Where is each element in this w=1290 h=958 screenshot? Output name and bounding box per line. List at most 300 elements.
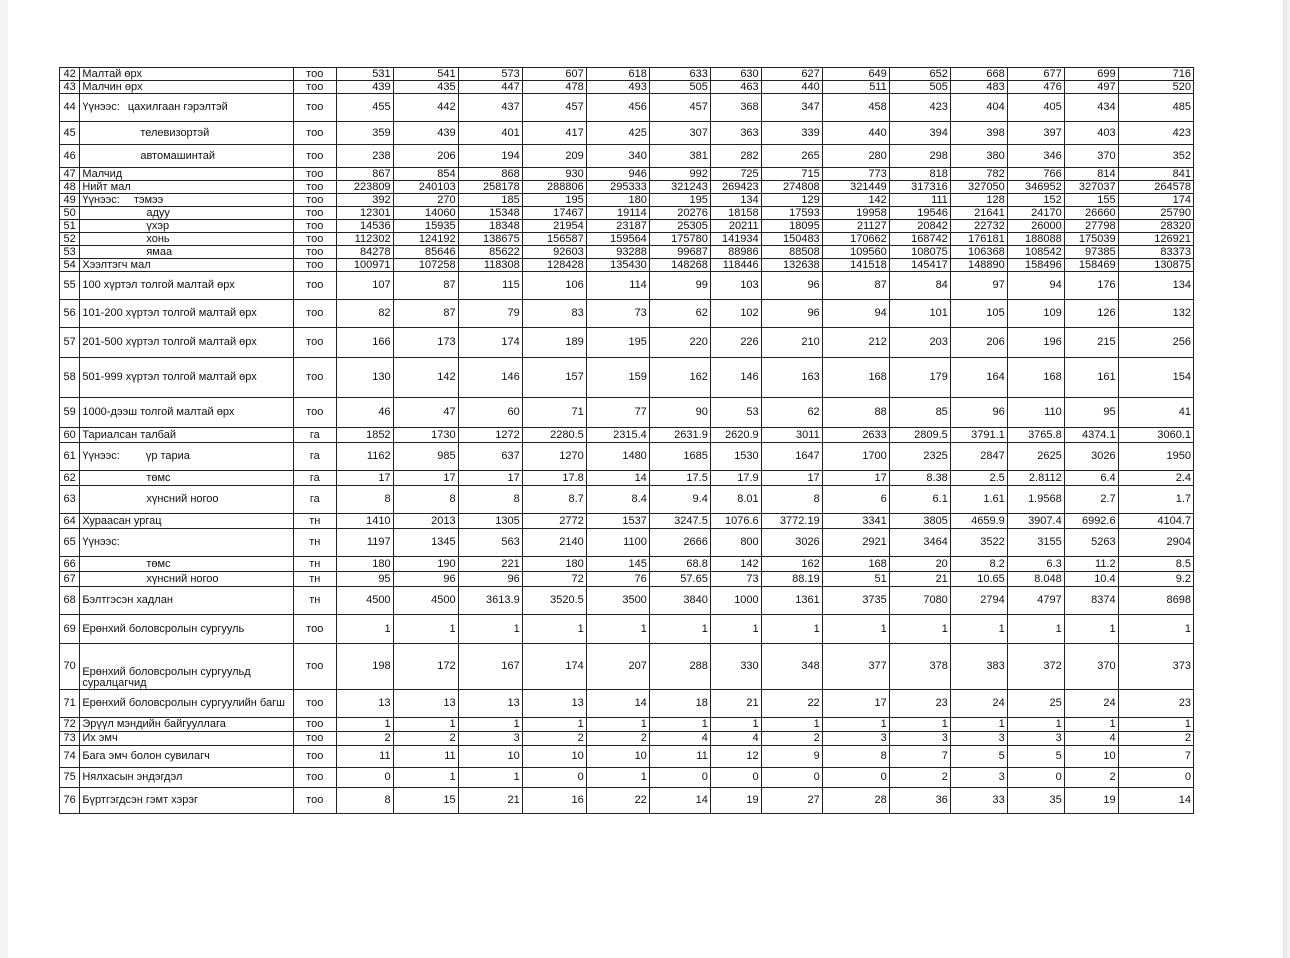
value-cell: 652 [889, 68, 950, 81]
value-cell: 1537 [586, 514, 649, 529]
value-cell: 359 [336, 122, 393, 145]
value-cell: 8 [336, 788, 393, 814]
value-cell: 2 [522, 732, 586, 746]
value-cell: 1 [761, 615, 822, 644]
value-cell: 1 [393, 718, 458, 732]
value-cell: 88 [822, 398, 889, 428]
value-cell: 72 [522, 572, 586, 587]
value-cell: 194 [458, 145, 522, 168]
unit-cell: тоо [293, 246, 336, 259]
value-cell: 85622 [458, 246, 522, 259]
unit-cell: га [293, 428, 336, 443]
indicator-label: Хээлтэгч мал [82, 258, 151, 271]
value-cell: 179 [889, 358, 950, 398]
value-cell: 397 [1007, 122, 1064, 145]
value-cell: 221 [458, 557, 522, 572]
value-cell: 946 [586, 168, 649, 181]
value-cell: 209 [522, 145, 586, 168]
table-row [60, 122, 1194, 145]
value-cell: 563 [458, 529, 522, 557]
value-cell: 298 [889, 145, 950, 168]
value-cell: 108075 [889, 246, 950, 259]
indicator-label: 100 хүртэл толгой малтай өрх [82, 279, 235, 291]
value-cell: 118308 [458, 259, 522, 272]
value-cell: 21 [710, 690, 761, 718]
value-cell: 141518 [822, 259, 889, 272]
value-cell: 11 [336, 746, 393, 768]
row-number: 69 [60, 615, 80, 644]
value-cell: 99 [649, 272, 710, 300]
value-cell: 20211 [710, 220, 761, 233]
value-cell: 190 [393, 557, 458, 572]
value-cell: 15348 [458, 207, 522, 220]
indicator-name [80, 746, 294, 768]
value-cell: 330 [710, 644, 761, 690]
value-cell: 404 [950, 94, 1007, 122]
value-cell: 11 [393, 746, 458, 768]
value-cell: 23187 [586, 220, 649, 233]
value-cell: 106368 [950, 246, 1007, 259]
value-cell: 3735 [822, 587, 889, 615]
indicator-name [80, 644, 294, 690]
value-cell: 3464 [889, 529, 950, 557]
value-cell: 18158 [710, 207, 761, 220]
value-cell: 94 [1007, 272, 1064, 300]
indicator-name [80, 428, 294, 443]
value-cell: 141934 [710, 233, 761, 246]
value-cell: 19546 [889, 207, 950, 220]
value-cell: 146 [710, 358, 761, 398]
indicator-label: Хураасан ургац [82, 514, 162, 527]
value-cell: 20 [889, 557, 950, 572]
row-number: 50 [60, 207, 80, 220]
unit-cell: тоо [293, 94, 336, 122]
indicator-label: хүнсний ногоо [146, 572, 219, 585]
value-cell: 110 [1007, 398, 1064, 428]
value-cell: 174 [522, 644, 586, 690]
unit-cell: тоо [293, 358, 336, 398]
value-cell: 2.8112 [1007, 471, 1064, 486]
value-cell: 1 [649, 615, 710, 644]
value-cell: 87 [822, 272, 889, 300]
indicator-label: Малчин өрх [82, 80, 143, 93]
indicator-label: Тариалсан талбай [82, 428, 176, 441]
value-cell: 27 [761, 788, 822, 814]
indicator-label: 501-999 хүртэл толгой малтай өрх [82, 371, 257, 383]
value-cell: 437 [458, 94, 522, 122]
value-cell: 206 [393, 145, 458, 168]
indicator-name [80, 788, 294, 814]
value-cell: 128428 [522, 259, 586, 272]
value-cell: 175780 [649, 233, 710, 246]
value-cell: 1 [889, 718, 950, 732]
value-cell: 930 [522, 168, 586, 181]
value-cell: 17467 [522, 207, 586, 220]
value-cell: 163 [761, 358, 822, 398]
table-row [60, 690, 1194, 718]
value-cell: 716 [1118, 68, 1193, 81]
value-cell: 95 [336, 572, 393, 587]
value-cell: 21 [889, 572, 950, 587]
value-cell: 3060.1 [1118, 428, 1193, 443]
value-cell: 417 [522, 122, 586, 145]
value-cell: 321243 [649, 181, 710, 194]
table-body [60, 68, 1194, 814]
indicator-name [80, 81, 294, 94]
value-cell: 83 [522, 300, 586, 328]
value-cell: 841 [1118, 168, 1193, 181]
value-cell: 288 [649, 644, 710, 690]
value-cell: 156587 [522, 233, 586, 246]
value-cell: 1 [586, 768, 649, 788]
unit-cell: тоо [293, 768, 336, 788]
value-cell: 0 [710, 768, 761, 788]
value-cell: 172 [393, 644, 458, 690]
value-cell: 17 [822, 471, 889, 486]
value-cell: 226 [710, 328, 761, 358]
table-row [60, 68, 1194, 81]
value-cell: 3 [822, 732, 889, 746]
value-cell: 87 [393, 272, 458, 300]
value-cell: 7 [889, 746, 950, 768]
value-cell: 240103 [393, 181, 458, 194]
row-number: 42 [60, 68, 80, 81]
unit-cell: тоо [293, 81, 336, 94]
unit-cell: тоо [293, 233, 336, 246]
value-cell: 9 [761, 746, 822, 768]
value-cell: 370 [1064, 145, 1118, 168]
value-cell: 265 [761, 145, 822, 168]
unit-cell: тн [293, 572, 336, 587]
indicator-name [80, 471, 294, 486]
value-cell: 867 [336, 168, 393, 181]
unit-cell: тн [293, 557, 336, 572]
value-cell: 8.048 [1007, 572, 1064, 587]
indicator-sublabel: тэмээ [133, 193, 164, 206]
indicator-label: 201-500 хүртэл толгой малтай өрх [82, 336, 257, 348]
value-cell: 630 [710, 68, 761, 81]
value-cell: 24 [1064, 690, 1118, 718]
value-cell: 129 [761, 194, 822, 207]
value-cell: 8 [761, 486, 822, 514]
value-cell: 2794 [950, 587, 1007, 615]
row-number: 56 [60, 300, 80, 328]
value-cell: 0 [649, 768, 710, 788]
value-cell: 73 [710, 572, 761, 587]
value-cell: 92603 [522, 246, 586, 259]
value-cell: 99687 [649, 246, 710, 259]
value-cell: 84278 [336, 246, 393, 259]
value-cell: 1 [822, 718, 889, 732]
value-cell: 157 [522, 358, 586, 398]
value-cell: 2.5 [950, 471, 1007, 486]
unit-cell: тоо [293, 207, 336, 220]
value-cell: 20276 [649, 207, 710, 220]
indicator-label: адуу [146, 206, 170, 219]
value-cell: 425 [586, 122, 649, 145]
indicator-label: Малтай өрх [82, 67, 142, 80]
row-number: 47 [60, 168, 80, 181]
value-cell: 3500 [586, 587, 649, 615]
value-cell: 17 [458, 471, 522, 486]
value-cell: 27798 [1064, 220, 1118, 233]
value-cell: 3026 [761, 529, 822, 557]
value-cell: 8374 [1064, 587, 1118, 615]
indicator-name [80, 587, 294, 615]
value-cell: 51 [822, 572, 889, 587]
value-cell: 1730 [393, 428, 458, 443]
value-cell: 223809 [336, 181, 393, 194]
value-cell: 392 [336, 194, 393, 207]
value-cell: 2.4 [1118, 471, 1193, 486]
value-cell: 18348 [458, 220, 522, 233]
table-row [60, 529, 1194, 557]
value-cell: 1 [522, 718, 586, 732]
value-cell: 1 [586, 718, 649, 732]
value-cell: 668 [950, 68, 1007, 81]
value-cell: 195 [586, 328, 649, 358]
value-cell: 633 [649, 68, 710, 81]
value-cell: 13 [458, 690, 522, 718]
value-cell: 11.2 [1064, 557, 1118, 572]
value-cell: 35 [1007, 788, 1064, 814]
value-cell: 17.8 [522, 471, 586, 486]
value-cell: 3765.8 [1007, 428, 1064, 443]
value-cell: 96 [458, 572, 522, 587]
unit-cell: тоо [293, 690, 336, 718]
value-cell: 8.38 [889, 471, 950, 486]
value-cell: 15935 [393, 220, 458, 233]
unit-cell: тоо [293, 145, 336, 168]
value-cell: 1 [393, 768, 458, 788]
table-row [60, 94, 1194, 122]
value-cell: 2809.5 [889, 428, 950, 443]
value-cell: 76 [586, 572, 649, 587]
value-cell: 423 [889, 94, 950, 122]
value-cell: 3 [458, 732, 522, 746]
table-row [60, 272, 1194, 300]
value-cell: 447 [458, 81, 522, 94]
value-cell: 101 [889, 300, 950, 328]
value-cell: 26000 [1007, 220, 1064, 233]
value-cell: 2140 [522, 529, 586, 557]
value-cell: 130 [336, 358, 393, 398]
value-cell: 1197 [336, 529, 393, 557]
value-cell: 238 [336, 145, 393, 168]
value-cell: 868 [458, 168, 522, 181]
value-cell: 111 [889, 194, 950, 207]
value-cell: 4500 [393, 587, 458, 615]
indicator-label: үхэр [146, 219, 170, 232]
value-cell: 368 [710, 94, 761, 122]
value-cell: 14 [1118, 788, 1193, 814]
indicator-name [80, 181, 294, 194]
value-cell: 17 [761, 471, 822, 486]
unit-cell: тоо [293, 732, 336, 746]
value-cell: 1.9568 [1007, 486, 1064, 514]
value-cell: 106 [522, 272, 586, 300]
table-row [60, 471, 1194, 486]
value-cell: 456 [586, 94, 649, 122]
table-row [60, 746, 1194, 768]
value-cell: 339 [761, 122, 822, 145]
row-number: 74 [60, 746, 80, 768]
value-cell: 1000 [710, 587, 761, 615]
value-cell: 3805 [889, 514, 950, 529]
row-number: 57 [60, 328, 80, 358]
row-number: 55 [60, 272, 80, 300]
value-cell: 24 [950, 690, 1007, 718]
value-cell: 439 [393, 122, 458, 145]
value-cell: 1647 [761, 443, 822, 471]
value-cell: 17.5 [649, 471, 710, 486]
value-cell: 6992.6 [1064, 514, 1118, 529]
value-cell: 440 [761, 81, 822, 94]
indicator-label: Малчид [82, 167, 123, 180]
unit-cell: тоо [293, 168, 336, 181]
value-cell: 2 [761, 732, 822, 746]
value-cell: 47 [393, 398, 458, 428]
value-cell: 57.65 [649, 572, 710, 587]
value-cell: 198 [336, 644, 393, 690]
value-cell: 82 [336, 300, 393, 328]
value-cell: 627 [761, 68, 822, 81]
value-cell: 381 [649, 145, 710, 168]
value-cell: 327050 [950, 181, 1007, 194]
table-row [60, 145, 1194, 168]
value-cell: 493 [586, 81, 649, 94]
table-row [60, 788, 1194, 814]
value-cell: 2 [336, 732, 393, 746]
value-cell: 398 [950, 122, 1007, 145]
value-cell: 126 [1064, 300, 1118, 328]
value-cell: 135430 [586, 259, 649, 272]
indicator-label: төмс [146, 471, 171, 484]
indicator-label: ямаа [146, 245, 173, 258]
value-cell: 14060 [393, 207, 458, 220]
value-cell: 19114 [586, 207, 649, 220]
value-cell: 4500 [336, 587, 393, 615]
row-number: 59 [60, 398, 80, 428]
value-cell: 71 [522, 398, 586, 428]
row-number: 51 [60, 220, 80, 233]
value-cell: 439 [336, 81, 393, 94]
value-cell: 0 [1007, 768, 1064, 788]
unit-cell: га [293, 443, 336, 471]
value-cell: 148890 [950, 259, 1007, 272]
value-cell: 14 [649, 788, 710, 814]
value-cell: 11 [649, 746, 710, 768]
value-cell: 107 [336, 272, 393, 300]
value-cell: 321449 [822, 181, 889, 194]
indicator-sublabel: цахилгаан гэрэлтэй [127, 101, 228, 113]
row-number: 66 [60, 557, 80, 572]
value-cell: 17593 [761, 207, 822, 220]
indicator-name [80, 486, 294, 514]
unit-cell: тоо [293, 398, 336, 428]
row-number: 61 [60, 443, 80, 471]
value-cell: 146 [458, 358, 522, 398]
value-cell: 17 [822, 690, 889, 718]
value-cell: 12 [710, 746, 761, 768]
value-cell: 134 [710, 194, 761, 207]
value-cell: 21954 [522, 220, 586, 233]
value-cell: 258178 [458, 181, 522, 194]
value-cell: 150483 [761, 233, 822, 246]
value-cell: 162 [649, 358, 710, 398]
value-cell: 378 [889, 644, 950, 690]
value-cell: 377 [822, 644, 889, 690]
value-cell: 132 [1118, 300, 1193, 328]
indicator-label: Ерөнхий боловсролын сургуулийн багш [82, 697, 285, 709]
value-cell: 372 [1007, 644, 1064, 690]
value-cell: 352 [1118, 145, 1193, 168]
indicator-name [80, 272, 294, 300]
value-cell: 18 [649, 690, 710, 718]
indicator-name [80, 529, 294, 557]
table-row [60, 732, 1194, 746]
value-cell: 53 [710, 398, 761, 428]
value-cell: 203 [889, 328, 950, 358]
value-cell: 126921 [1118, 233, 1193, 246]
value-cell: 637 [458, 443, 522, 471]
value-cell: 152 [1007, 194, 1064, 207]
value-cell: 77 [586, 398, 649, 428]
unit-cell: тоо [293, 718, 336, 732]
value-cell: 159 [586, 358, 649, 398]
value-cell: 1 [458, 615, 522, 644]
indicator-label: Бэлтгэсэн хадлан [82, 594, 173, 606]
unit-cell: тоо [293, 220, 336, 233]
row-number: 70 [60, 644, 80, 690]
value-cell: 1.7 [1118, 486, 1193, 514]
indicator-name [80, 443, 294, 471]
indicator-name [80, 94, 294, 122]
row-number: 75 [60, 768, 80, 788]
value-cell: 1076.6 [710, 514, 761, 529]
value-cell: 282 [710, 145, 761, 168]
indicator-name [80, 358, 294, 398]
value-cell: 483 [950, 81, 1007, 94]
value-cell: 28320 [1118, 220, 1193, 233]
value-cell: 766 [1007, 168, 1064, 181]
unit-cell: тоо [293, 181, 336, 194]
unit-cell: тоо [293, 644, 336, 690]
value-cell: 4374.1 [1064, 428, 1118, 443]
value-cell: 1 [1118, 615, 1193, 644]
value-cell: 3247.5 [649, 514, 710, 529]
table-row [60, 358, 1194, 398]
indicator-label: хонь [146, 232, 170, 245]
table-row [60, 181, 1194, 194]
value-cell: 14 [586, 690, 649, 718]
value-cell: 457 [649, 94, 710, 122]
value-cell: 3026 [1064, 443, 1118, 471]
value-cell: 13 [393, 690, 458, 718]
value-cell: 168 [822, 358, 889, 398]
value-cell: 14536 [336, 220, 393, 233]
value-cell: 1 [522, 615, 586, 644]
value-cell: 2013 [393, 514, 458, 529]
value-cell: 175039 [1064, 233, 1118, 246]
value-cell: 174 [1118, 194, 1193, 207]
indicator-name [80, 246, 294, 259]
value-cell: 8.01 [710, 486, 761, 514]
value-cell: 20842 [889, 220, 950, 233]
value-cell: 6.1 [889, 486, 950, 514]
unit-cell: тн [293, 587, 336, 615]
value-cell: 215 [1064, 328, 1118, 358]
